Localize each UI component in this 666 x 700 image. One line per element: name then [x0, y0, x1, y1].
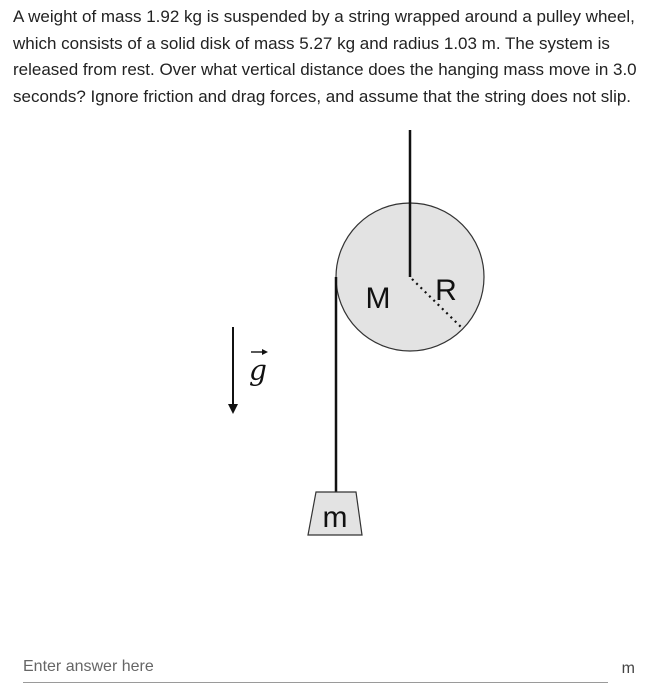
- gravity-label: g: [249, 354, 267, 387]
- answer-input[interactable]: [23, 652, 608, 683]
- question-text: A weight of mass 1.92 kg is suspended by a string wrapped around a pulley wheel, which consists of a solid disk of mass 5.27 kg and radius 1.03 m. The system is released from rest. Over what vertical distance does the hanging mass move in 3.0 seconds? Ignore friction and drag forces, and assume that the string does not slip.: [13, 7, 637, 106]
- hanging-mass-label: m: [322, 501, 348, 534]
- radius-label: R: [435, 274, 457, 307]
- gravity-arrow-head: [228, 404, 238, 414]
- answer-unit: m: [621, 660, 635, 677]
- answer-row: [23, 652, 635, 684]
- pulley-mass-label: M: [365, 282, 391, 315]
